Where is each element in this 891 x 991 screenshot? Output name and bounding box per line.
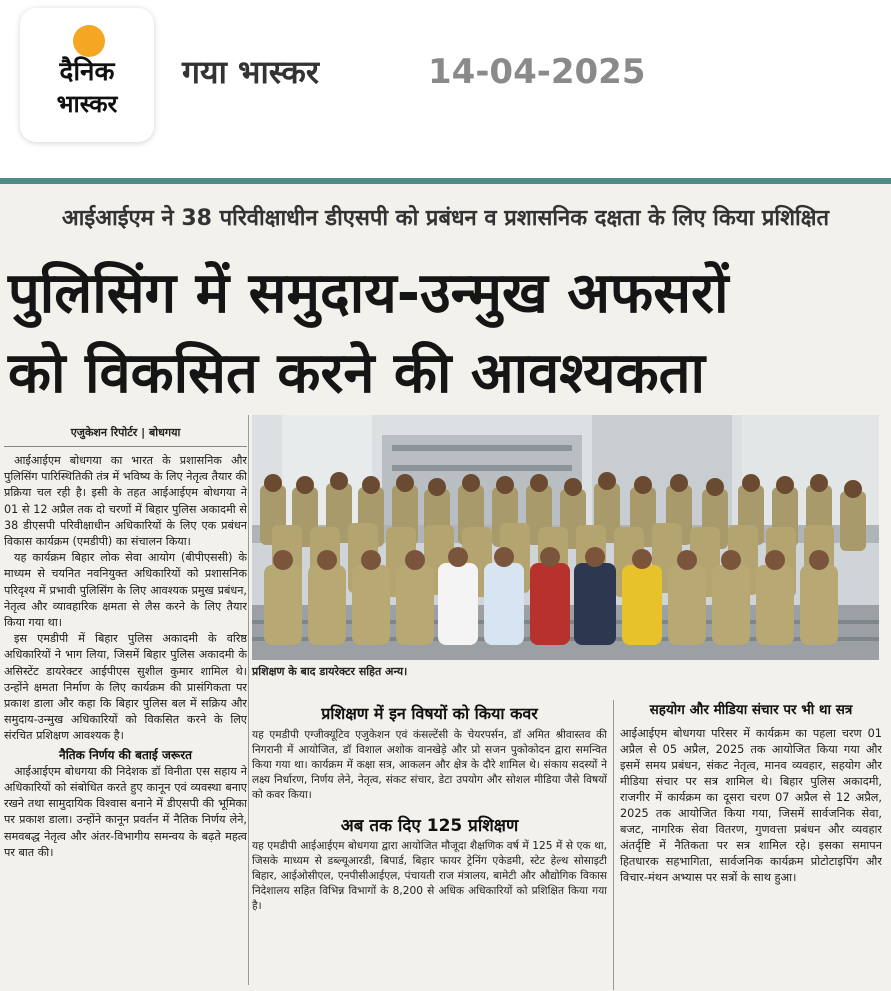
section-heading: प्रशिक्षण में इन विषयों को किया कवर bbox=[321, 704, 538, 723]
dainik-bhaskar-logo[interactable] bbox=[20, 8, 154, 142]
section-heading: अब तक दिए 125 प्रशिक्षण bbox=[340, 816, 519, 836]
sun-icon bbox=[73, 25, 105, 57]
section-text: यह एमडीपी आईआईएम बोधगया द्वारा आयोजित मौजूदा शैक्षणिक वर्ष में 125 में से एक था, जिसके माध्यम से डब्ल्यूआरडी, बिपार्ड, बिहार फायर ट्रेनिंग एकेडमी, स्टेट हेल्थ सोसाइटी बिहार, आईओसीएल, एनपीसीआईएल, पंचायती राज मंत्रालय, बामेटी और औद्योगिक विकास निदेशालय सहित विभिन्न विभागों के 8,200 से अधिक अधिकारियों को प्रशिक्षित किया गया है। bbox=[252, 840, 607, 912]
paragraph: आईआईएम बोधगया की निदेशक डॉ विनीता एस सहाय ने अधिकारियों को संबोधित करते हुए कानून एवं व्यवस्था बनाए रखने तथा सामुदायिक विश्वास बनाने में डीएसपी की भूमिका पर प्रकाश डाला। उन्होंने कानून प्रवर्तन में नैतिक निर्णय लेने, समवबद्ध नेतृत्व और अंतर-विभागीय समन्वय के बढ़ते महत्व पर बात की। bbox=[4, 764, 247, 859]
left-column bbox=[4, 415, 247, 985]
byline: एजुकेशन रिपोर्टर | बोधगया bbox=[4, 415, 247, 447]
app-header bbox=[0, 0, 891, 178]
paragraph: आईआईएम बोधगया का भारत के प्रशासनिक और पुलिसिंग पारिस्थितिकी तंत्र में भविष्य के लिए नेतृत्व तैयार की प्रक्रिया चल रही है। इसी के तहत आईआईएम बोधगया ने 01 से 12 अप्रैल तक दो चरणों में बिहार पुलिस अकादमी से 38 डीएसपी परिवीक्षाधीन अधिकारियों के लिए एक प्रबंधन विकास कार्यक्रम (एमडीपी) का संचालन किया। bbox=[4, 454, 247, 549]
article-kicker: आईआईएम ने 38 परिवीक्षाधीन डीएसपी को प्रबंधन व प्रशासनिक दक्षता के लिए किया प्रशिक्षित bbox=[61, 206, 830, 231]
edition-title: गया भास्कर bbox=[182, 53, 319, 91]
column-divider bbox=[248, 415, 249, 985]
section-text: आईआईएम बोधगया परिसर में कार्यक्रम का पहला चरण 01 अप्रैल से 05 अप्रैल, 2025 तक आयोजित किया गया और इसमें समय प्रबंधन, संकट नेतृत्व, मानव व्यवहार, सहयोग और मीडिया संचार पर सत्र शामिल थे। बिहार पुलिस अकादमी, राजगीर में कार्यक्रम का दूसरा चरण 07 अप्रैल से 12 अप्रैल, 2025 तक आयोजित किया गया, जिसमें सार्वजनिक सेवा, बजट, नागरिक सेवा वितरण, गुणवत्ता प्रबंधन और व्यवहार अंतर्दृष्टि में नैतिकता पर सत्र शामिल रहे। इसका समापन हितधारक सहभागिता, सार्वजनिक कार्यक्रम प्रोटोटाइपिंग और विचार-मंथन अभ्यास पर सत्रों के साथ हुआ। bbox=[620, 727, 882, 884]
logo-text-line2: भास्कर bbox=[56, 90, 118, 118]
logo-text-line1: दैनिक bbox=[59, 57, 115, 87]
group-photo bbox=[252, 415, 879, 660]
right-column bbox=[620, 700, 882, 990]
headline-line1: पुलिसिंग में समुदाय-उन्मुख अफसरों bbox=[8, 261, 729, 326]
edition-date: 14-04-2025 bbox=[428, 52, 646, 92]
section-text: यह एमडीपी एग्जीक्यूटिव एजुकेशन एवं कंसल्टेंसी के चेयरपर्सन, डॉ अमित श्रीवास्तव की निगरानी में आयोजित, डॉ विशाल अशोक वानखेड़े और प्रो सजन पुकोकोदन द्वारा समन्वित किया गया था। कार्यक्रम में कक्षा सत्र, आकलन और क्षेत्र के दौरे शामिल थे। संकाय सदस्यों ने लक्ष्य निर्धारण, निर्णय लेने, नेतृत्व, संकट संचार, डेटा उपयोग और सोशल मीडिया जैसे विषयों को कवर किया। bbox=[252, 729, 607, 801]
middle-column bbox=[252, 700, 607, 990]
photo-caption: प्रशिक्षण के बाद डायरेक्टर सहित अन्य। bbox=[252, 665, 408, 678]
section-heading: सहयोग और मीडिया संचार पर भी था सत्र bbox=[649, 702, 853, 718]
left-subhead: नैतिक निर्णय की बताई जरूरत bbox=[59, 747, 192, 762]
paragraph: इस एमडीपी में बिहार पुलिस अकादमी के वरिष्ठ अधिकारियों ने भाग लिया, जिसमें बिहार पुलिस अकादमी के असिस्टेंट डायरेक्टर आईपीएस सुशील कुमार शामिल थे। उन्होंने क्षमता निर्माण के लिए कार्यक्रम की प्रासंगिकता पर प्रकाश डाला और कहा कि बिहार पुलिस बल में सक्रिय और समुदाय-उन्मुख अधिकारियों को विकसित करने के लिए संरचित प्रशिक्षण आवश्यक है। bbox=[4, 632, 247, 743]
column-divider bbox=[613, 700, 614, 990]
group-photo-image bbox=[252, 415, 879, 660]
paragraph: यह कार्यक्रम बिहार लोक सेवा आयोग (बीपीएससी) के माध्यम से चयनित नवनियुक्त अधिकारियों को प्रशासनिक परिदृश्य में प्रभावी पुलिसिंग के लिए आवश्यक प्रमुख प्रबंधन, नेतृत्व और व्यावहारिक क्षमता से लैस करने के लिए तैयार किया गया था। bbox=[4, 551, 247, 630]
left-body bbox=[4, 453, 247, 861]
headline-line2: को विकसित करने की आवश्यकता bbox=[8, 341, 706, 406]
